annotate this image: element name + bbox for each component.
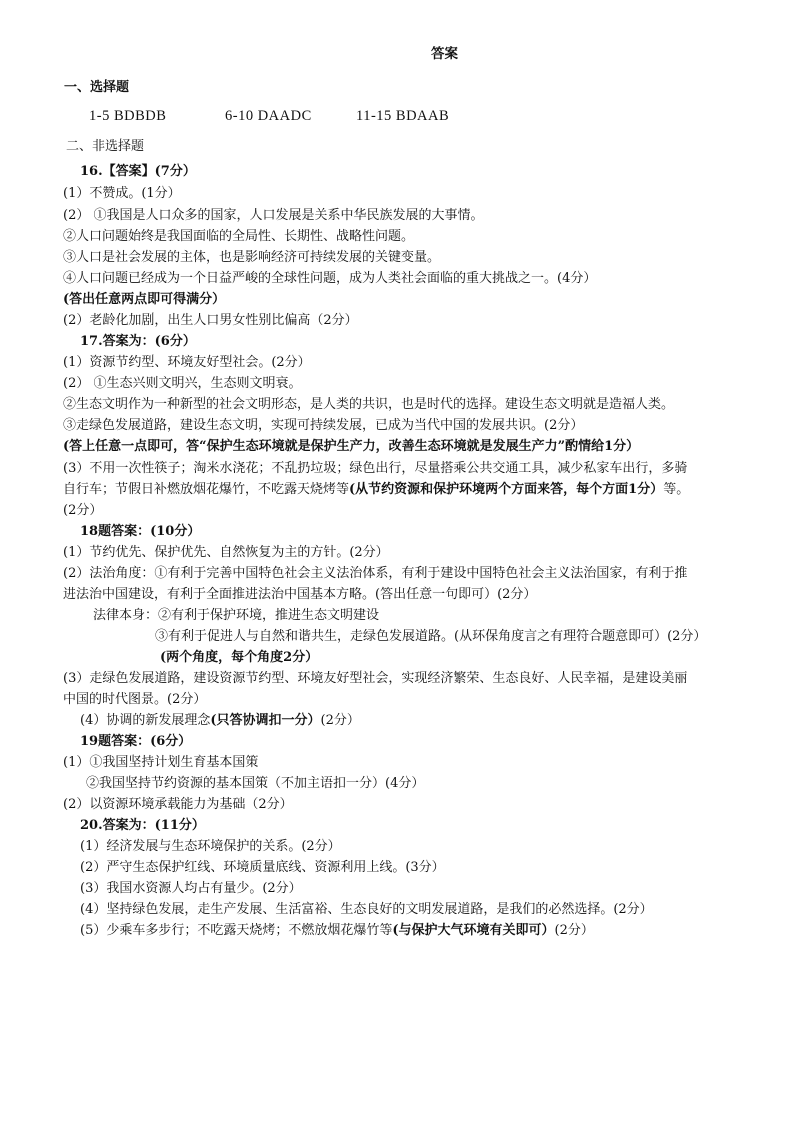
text-segment: 等。	[663, 482, 690, 497]
text-line: ③走绿色发展道路，建设生态文明，实现可持续发展，已成为当代中国的发展共识。(2分）	[63, 418, 584, 433]
choice-answers-6-10: 6-10 DAADC	[225, 108, 312, 124]
text-segment: (2分）	[320, 713, 360, 728]
q17-heading: 17.答案为：(6分）	[80, 334, 196, 349]
scoring-note: (答上任意一点即可，答“保护生态环境就是保护生产力，改善生态环境就是发展生产力”酌情给1分）	[63, 439, 640, 454]
text-line: ②人口问题始终是我国面临的全局性、长期性、战略性问题。	[63, 229, 415, 244]
q16-heading: 16.【答案】(7分）	[80, 164, 196, 179]
text-line: (1）不赞成。(1分）	[63, 186, 181, 201]
page-title: 答案	[431, 46, 458, 62]
text-line: (1）资源节约型、环境友好型社会。(2分）	[63, 355, 311, 370]
text-segment: (4）协调的新发展理念	[80, 713, 211, 728]
choice-answers-11-15: 11-15 BDAAB	[356, 108, 450, 124]
text-segment: 自行车；节假日补燃放烟花爆竹，不吃露天烧烤等	[63, 482, 350, 497]
text-line: (3）走绿色发展道路，建设资源节约型、环境友好型社会，实现经济繁荣、生态良好、人民幸福，是建设美丽	[63, 671, 688, 686]
choice-answers-1-5: 1-5 BDBDB	[89, 108, 167, 124]
text-line: ④人口问题已经成为一个日益严峻的全球性问题，成为人类社会面临的重大挑战之一。(4分）	[63, 271, 597, 286]
text-line: (1）经济发展与生态环境保护的关系。(2分）	[80, 839, 341, 854]
q20-heading: 20.答案为：(11分）	[80, 818, 205, 833]
scoring-note: (只答协调扣一分）	[210, 713, 321, 728]
section-choice-heading: 一、选择题	[64, 80, 130, 95]
section-nonchoice-heading: 二、非选择题	[66, 139, 145, 154]
text-line: (2） ①我国是人口众多的国家，人口发展是关系中华民族发展的大事情。	[63, 208, 484, 223]
text-line: (4）坚持绿色发展，走生产发展、生活富裕、生态良好的文明发展道路，是我们的必然选择。(2分）	[80, 902, 653, 917]
text-line: ③人口是社会发展的主体，也是影响经济可持续发展的关键变量。	[63, 250, 441, 265]
scoring-note: (答出任意两点即可得满分）	[63, 292, 226, 307]
text-line: (1）节约优先、保护优先、自然恢复为主的方针。(2分）	[63, 545, 389, 560]
text-segment: (5）少乘车多步行；不吃露天烧烤；不燃放烟花爆竹等	[80, 923, 393, 938]
scoring-note: (从节约资源和保护环境两个方面来答，每个方面1分）	[349, 482, 664, 497]
q18-heading: 18题答案：(10分）	[80, 524, 201, 539]
text-line: (2）严守生态保护红线、环境质量底线、资源利用上线。(3分）	[80, 860, 445, 875]
scoring-note: (与保护大气环境有关即可）	[392, 923, 555, 938]
text-line: (2）以资源环境承载能力为基础（2分）	[63, 797, 293, 812]
text-line	[63, 480, 689, 500]
text-line	[80, 921, 594, 941]
text-line: (1）①我国坚持计划生育基本国策	[63, 755, 259, 770]
text-line: 中国的时代图景。(2分）	[63, 692, 207, 707]
text-line: (2）老龄化加剧，出生人口男女性别比偏高（2分）	[63, 313, 358, 328]
text-line: ②生态文明作为一种新型的社会文明形态，是人类的共识，也是时代的选择。建设生态文明就是造福人类。	[63, 397, 675, 412]
text-line: 进法治中国建设，有利于全面推进法治中国基本方略。(答出任意一句即可）(2分）	[63, 587, 537, 602]
text-line: (2分）	[63, 503, 103, 518]
text-segment: (2分）	[554, 923, 594, 938]
text-line: 法律本身：②有利于保护环境，推进生态文明建设	[93, 608, 380, 623]
text-line	[80, 711, 360, 731]
text-line: (3）不用一次性筷子；淘米水浇花；不乱扔垃圾；绿色出行，尽量搭乘公共交通工具，减少私家车出行，多骑	[63, 461, 688, 476]
text-line: (2）法治角度：①有利于完善中国特色社会主义法治体系，有利于建设中国特色社会主义法治国家，有利于推	[63, 566, 688, 581]
text-line: ③有利于促进人与自然和谐共生，走绿色发展道路。(从环保角度言之有理符合题意即可）(2分）	[155, 629, 707, 644]
text-line: (2） ①生态兴则文明兴，生态则文明衰。	[63, 376, 302, 391]
scoring-note: (两个角度，每个角度2分）	[160, 650, 319, 665]
q19-heading: 19题答案：(6分）	[80, 734, 192, 749]
text-line: (3）我国水资源人均占有量少。(2分）	[80, 881, 302, 896]
text-line: ②我国坚持节约资源的基本国策（不加主语扣一分）(4分）	[86, 776, 425, 791]
